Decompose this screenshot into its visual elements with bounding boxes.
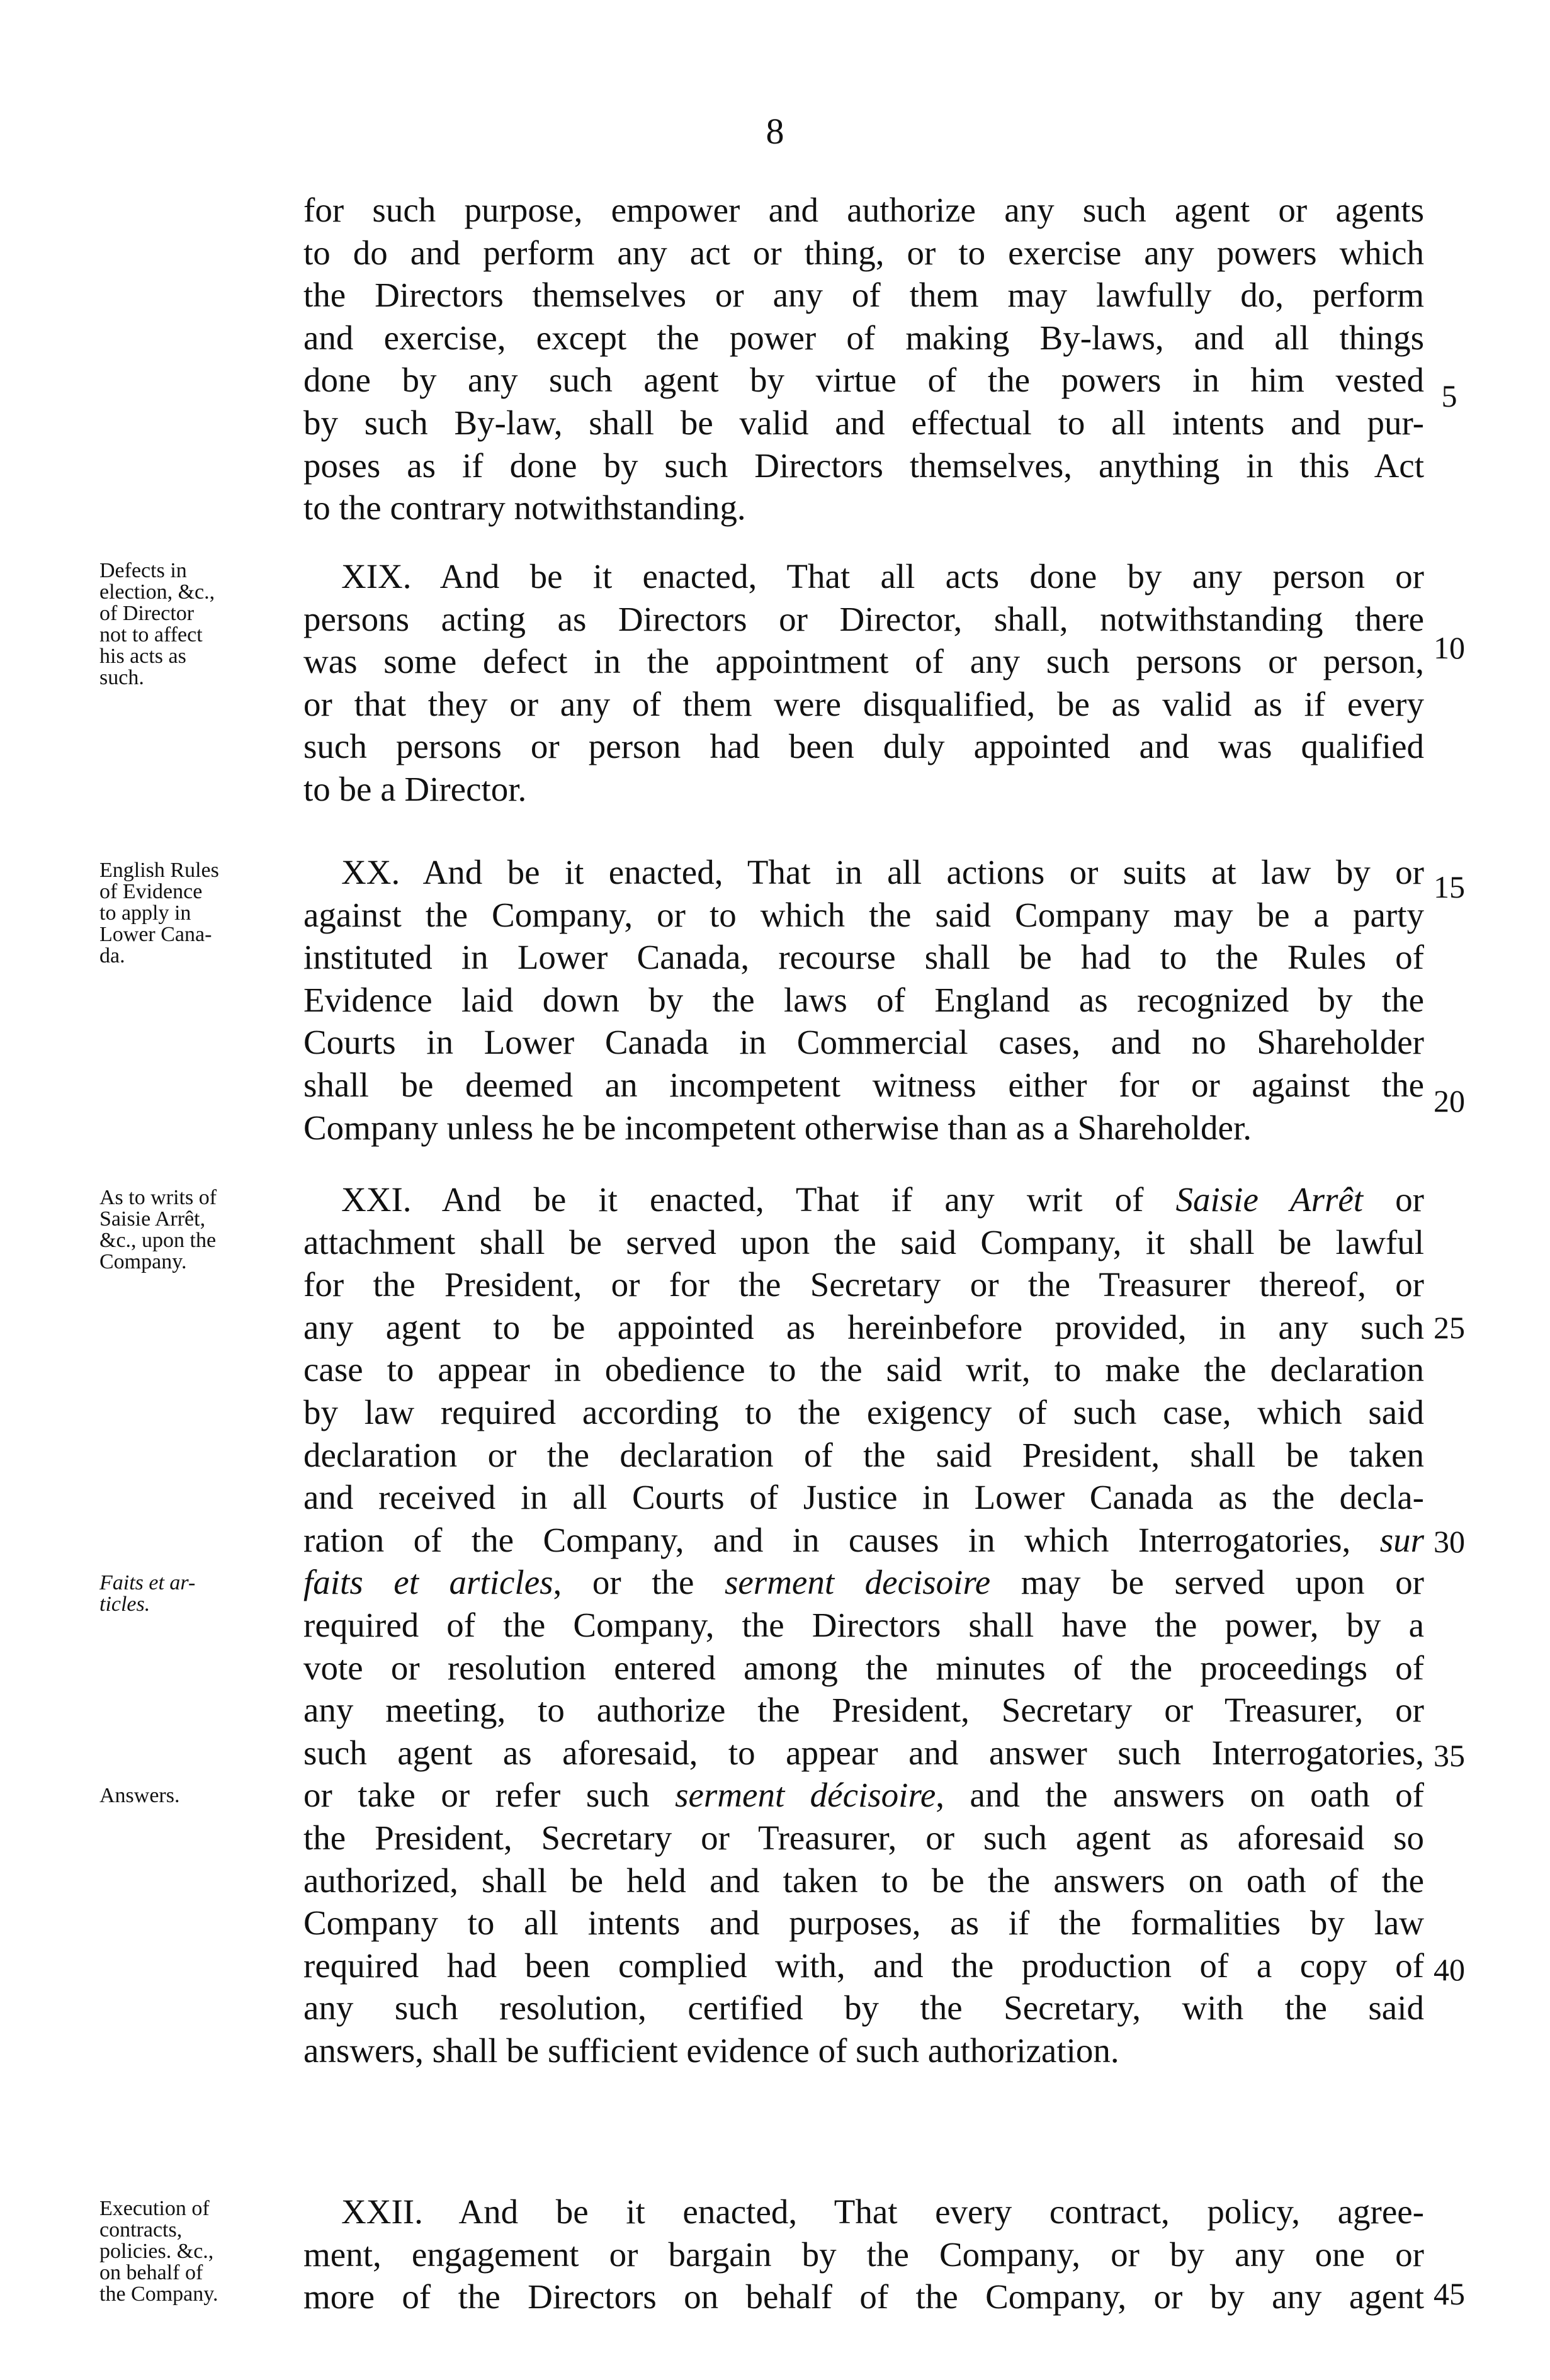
text-segment: or take or refer such <box>303 1776 676 1815</box>
text-line: instituted in Lower Canada, recourse shall be had to the Rules of <box>303 938 1424 977</box>
margin-note-line: Faits et ar- <box>99 1571 196 1594</box>
text-line: any such resolution, certified by the Secretary, with the said <box>303 1988 1424 2028</box>
text-line: to the contrary notwithstanding. <box>303 488 746 527</box>
text-line: to do and perform any act or thing, or to exercise any powers which <box>303 233 1424 272</box>
text-line: more of the Directors on behalf of the Company, or by any agent <box>303 2277 1424 2316</box>
text-line: any meeting, to authorize the President, Secretary or Treasurer, or <box>303 1691 1424 1730</box>
text-italic: faits et articles <box>303 1563 553 1602</box>
line-number: 40 <box>1434 1952 1465 1987</box>
text-line: such persons or person had been duly appointed and was qualified <box>303 727 1424 766</box>
margin-note-line: Execution of <box>99 2197 210 2220</box>
margin-note-line: Saisie Arrêt, <box>99 1207 206 1231</box>
section-xxi <box>303 1178 1424 2072</box>
line-number: 30 <box>1434 1524 1465 1559</box>
text-italic: serment décisoire <box>675 1776 936 1815</box>
text-italic: sur <box>1379 1520 1424 1559</box>
text-line <box>303 1519 1424 1562</box>
line-number: 45 <box>1434 2276 1465 2311</box>
section-xxii <box>303 2191 1424 2318</box>
margin-note-defects <box>99 560 288 689</box>
text-italic: Saisie Arrêt <box>1175 1180 1364 1219</box>
text-segment: , or the <box>553 1563 725 1602</box>
text-line: authorized, shall be held and taken to be the answers on oath of the <box>303 1861 1424 1900</box>
text-line: case to appear in obedience to the said writ, to make the declaration <box>303 1350 1424 1389</box>
margin-note-line: on behalf of <box>99 2261 203 2284</box>
text-line: declaration or the declaration of the said President, shall be taken <box>303 1435 1424 1474</box>
margin-note-line: to apply in <box>99 901 191 925</box>
margin-note-line: of Evidence <box>99 880 203 903</box>
margin-note-line: of Director <box>99 602 195 625</box>
text-line: Company to all intents and purposes, as if the formalities by law <box>303 1903 1424 1943</box>
text-line: the President, Secretary or Treasurer, or such agent as aforesaid so <box>303 1818 1424 1857</box>
paragraph-intro <box>303 189 1424 529</box>
margin-note-line: the Company. <box>99 2282 218 2306</box>
text-line: Company unless he be incompetent otherwise than as a Shareholder. <box>303 1108 1252 1147</box>
text-line: XIX. And be it enacted, That all acts done by any person or <box>341 557 1424 595</box>
text-segment: ration of the Company, and in causes in which Interrogatories, <box>303 1520 1380 1559</box>
margin-note-writs <box>99 1187 288 1273</box>
text-line: shall be deemed an incompetent witness either for or against the <box>303 1065 1424 1104</box>
margin-note-execution <box>99 2198 288 2305</box>
text-line: answers, shall be sufficient evidence of such authorization. <box>303 2031 1119 2070</box>
line-number: 25 <box>1434 1310 1465 1345</box>
text-line: Evidence laid down by the laws of England as recognized by the <box>303 980 1424 1019</box>
text-line: by such By-law, shall be valid and effectual to all intents and pur- <box>303 403 1424 442</box>
text-line: XXII. And be it enacted, That every contract, policy, agree- <box>341 2192 1424 2231</box>
text-line: attachment shall be served upon the said Company, it shall be lawful <box>303 1222 1424 1261</box>
margin-note-line: not to affect <box>99 623 203 646</box>
line-number: 10 <box>1434 630 1465 665</box>
margin-note-line: English Rules <box>99 859 219 882</box>
line-number: 20 <box>1434 1083 1465 1119</box>
margin-note-line: such. <box>99 666 144 689</box>
text-line <box>303 1178 1424 1221</box>
text-line: such agent as aforesaid, to appear and answer such Interrogatories, <box>303 1733 1424 1772</box>
margin-note-english-rules <box>99 860 288 967</box>
line-number: 5 <box>1441 378 1457 414</box>
margin-note-line: Lower Cana- <box>99 923 212 946</box>
margin-note-line: contracts, <box>99 2218 183 2242</box>
text-line: required of the Company, the Directors shall have the power, by a <box>303 1605 1424 1644</box>
text-line: to be a Director. <box>303 769 527 808</box>
section-xx <box>303 851 1424 1149</box>
text-line: and received in all Courts of Justice in Lower Canada as the decla- <box>303 1478 1424 1517</box>
text-line: required had been complied with, and the production of a copy of <box>303 1946 1424 1985</box>
text-line: persons acting as Directors or Director, shall, notwithstanding there <box>303 599 1424 638</box>
line-number: 15 <box>1434 869 1465 905</box>
text-segment: or <box>1363 1180 1424 1219</box>
margin-note-line: As to writs of <box>99 1186 217 1209</box>
text-line <box>303 1561 1424 1604</box>
text-line: Courts in Lower Canada in Commercial cases, and no Shareholder <box>303 1023 1424 1062</box>
page-number: 8 <box>766 111 784 152</box>
text-line <box>303 1774 1424 1817</box>
margin-note-line: his acts as <box>99 645 186 668</box>
margin-note-line: election, &c., <box>99 580 215 604</box>
text-line: vote or resolution entered among the minutes of the proceedings of <box>303 1648 1424 1687</box>
margin-note-line: da. <box>99 944 125 967</box>
text-segment: , and the answers on oath of <box>936 1776 1424 1815</box>
margin-note-answers <box>99 1785 288 1807</box>
margin-note-line: policies. &c., <box>99 2240 214 2263</box>
text-line: for the President, or for the Secretary or the Treasurer thereof, or <box>303 1265 1424 1304</box>
text-line: the Directors themselves or any of them may lawfully do, perform <box>303 276 1424 315</box>
margin-note-line: Defects in <box>99 559 187 582</box>
margin-note-line: &c., upon the <box>99 1229 217 1252</box>
text-line: or that they or any of them were disqualified, be as valid as if every <box>303 684 1424 723</box>
margin-note-line: Company. <box>99 1250 187 1273</box>
text-line: was some defect in the appointment of any such persons or person, <box>303 642 1424 681</box>
text-line: poses as if done by such Directors themselves, anything in this Act <box>303 446 1424 485</box>
text-segment: XXI. And be it enacted, That if any writ of <box>341 1180 1176 1219</box>
section-xix <box>303 555 1424 811</box>
text-line: and exercise, except the power of making By-laws, and all things <box>303 318 1424 357</box>
text-line: XX. And be it enacted, That in all actions or suits at law by or <box>341 853 1424 891</box>
margin-note-faits <box>99 1572 288 1615</box>
text-line: done by any such agent by virtue of the powers in him vested <box>303 361 1424 400</box>
text-line: against the Company, or to which the said Company may be a party <box>303 895 1424 934</box>
text-line: ment, engagement or bargain by the Company, or by any one or <box>303 2235 1424 2274</box>
text-line: any agent to be appointed as hereinbefore provided, in any such <box>303 1307 1424 1346</box>
text-line: by law required according to the exigency of such case, which said <box>303 1392 1424 1431</box>
line-number: 35 <box>1434 1738 1465 1773</box>
text-italic: serment decisoire <box>724 1563 991 1602</box>
margin-note-line: ticles. <box>99 1593 150 1616</box>
text-segment: may be served upon or <box>990 1563 1424 1602</box>
margin-note-line: Answers. <box>99 1784 180 1807</box>
text-line: for such purpose, empower and authorize any such agent or agents <box>303 191 1424 229</box>
